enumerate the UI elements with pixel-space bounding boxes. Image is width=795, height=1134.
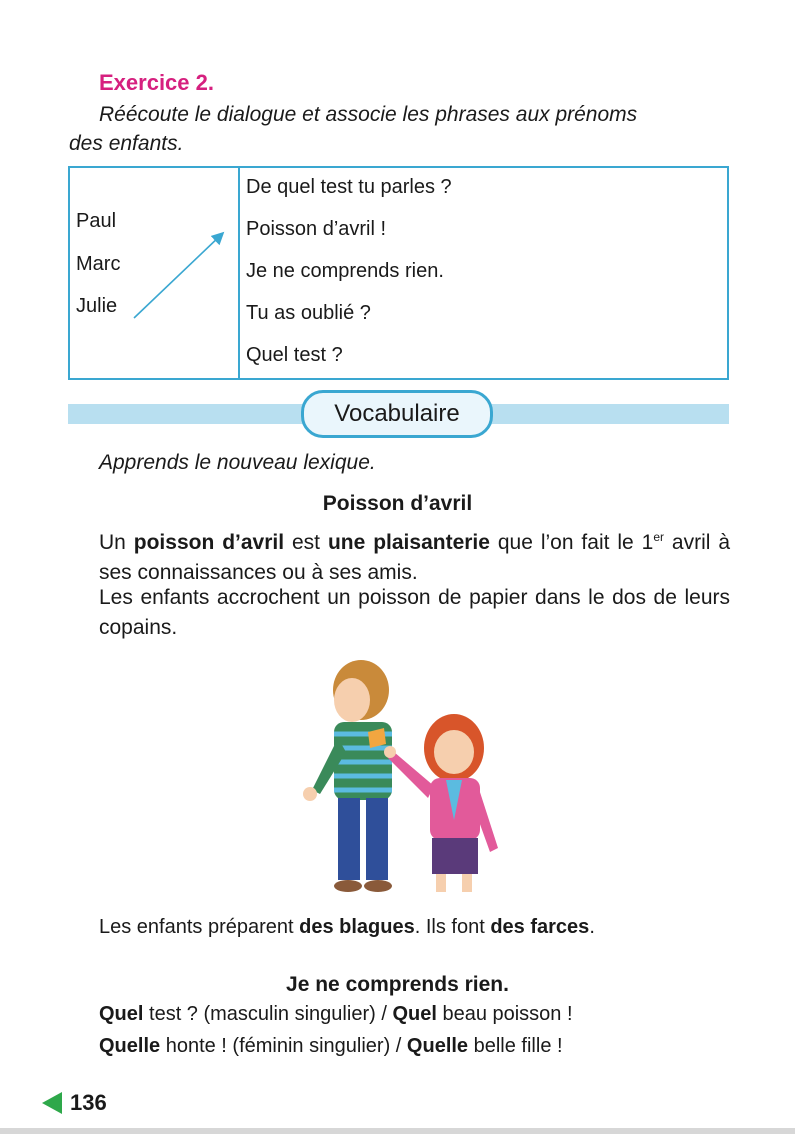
phrase-item: Poisson d’avril ! <box>246 218 387 240</box>
learn-instruction: Apprends le nouveau lexique. <box>99 451 376 474</box>
word-quelle: Quelle <box>99 1035 161 1057</box>
instruction-line-2: des enfants. <box>69 132 184 155</box>
caption-line <box>99 916 595 939</box>
phrase-item: De quel test tu parles ? <box>246 176 452 198</box>
matching-table <box>68 166 729 380</box>
word-quelle: Quelle <box>406 1035 469 1057</box>
text-span: que l’on fait le 1 <box>489 531 654 554</box>
name-julie: Julie <box>76 295 118 317</box>
text-span: honte ! (féminin singulier) / <box>160 1035 407 1057</box>
text-span: belle fille ! <box>468 1035 563 1057</box>
text-span: avril à ses connaissances ou à ses amis. <box>99 531 731 584</box>
term-blagues: des blagues <box>299 916 415 938</box>
match-arrow-icon <box>128 228 228 324</box>
text-span: beau poisson ! <box>436 1003 573 1025</box>
superscript: er <box>653 530 664 544</box>
name-paul: Paul <box>76 210 117 232</box>
instruction-line-1: Réécoute le dialogue et associe les phrases aux prénoms <box>99 103 638 126</box>
phrase-item: Tu as oublié ? <box>246 302 371 324</box>
exercise-title: Exercice 2. <box>99 70 214 95</box>
term-plaisanterie: une plaisanterie <box>327 531 490 554</box>
exercise-instruction <box>69 100 731 158</box>
text-span: . <box>589 916 595 938</box>
children-illustration <box>286 652 516 900</box>
page-number: 136 <box>70 1090 107 1115</box>
word-quel: Quel <box>99 1003 144 1025</box>
grammar-line-1 <box>99 1003 573 1026</box>
text-span: Les enfants préparent <box>99 916 300 938</box>
names-column <box>69 167 239 379</box>
definition-paragraph <box>68 522 730 588</box>
phrase-item: Quel test ? <box>246 344 343 366</box>
phrases-column <box>239 167 728 379</box>
grammar-line-2 <box>99 1035 563 1058</box>
phrase-item: Je ne comprends rien. <box>246 260 444 282</box>
term-poisson-davril: poisson d’avril <box>133 531 285 554</box>
text-span: est <box>284 531 328 554</box>
vocabulary-header: Vocabulaire <box>301 390 493 438</box>
custom-paragraph: Les enfants accrochent un poisson de papier dans le dos de leurs copains. <box>99 586 730 639</box>
word-quel: Quel <box>392 1003 437 1025</box>
term-farces: des farces <box>490 916 590 938</box>
text-span: test ? (masculin singulier) / <box>143 1003 393 1025</box>
text-span: Un <box>99 531 134 554</box>
text-span: . Ils font <box>414 916 491 938</box>
page-arrow-icon <box>42 1092 62 1114</box>
name-marc: Marc <box>76 253 121 275</box>
grammar-title: Je ne comprends rien. <box>286 973 509 996</box>
bottom-divider <box>0 1128 795 1134</box>
section-title: Poisson d’avril <box>322 492 473 515</box>
